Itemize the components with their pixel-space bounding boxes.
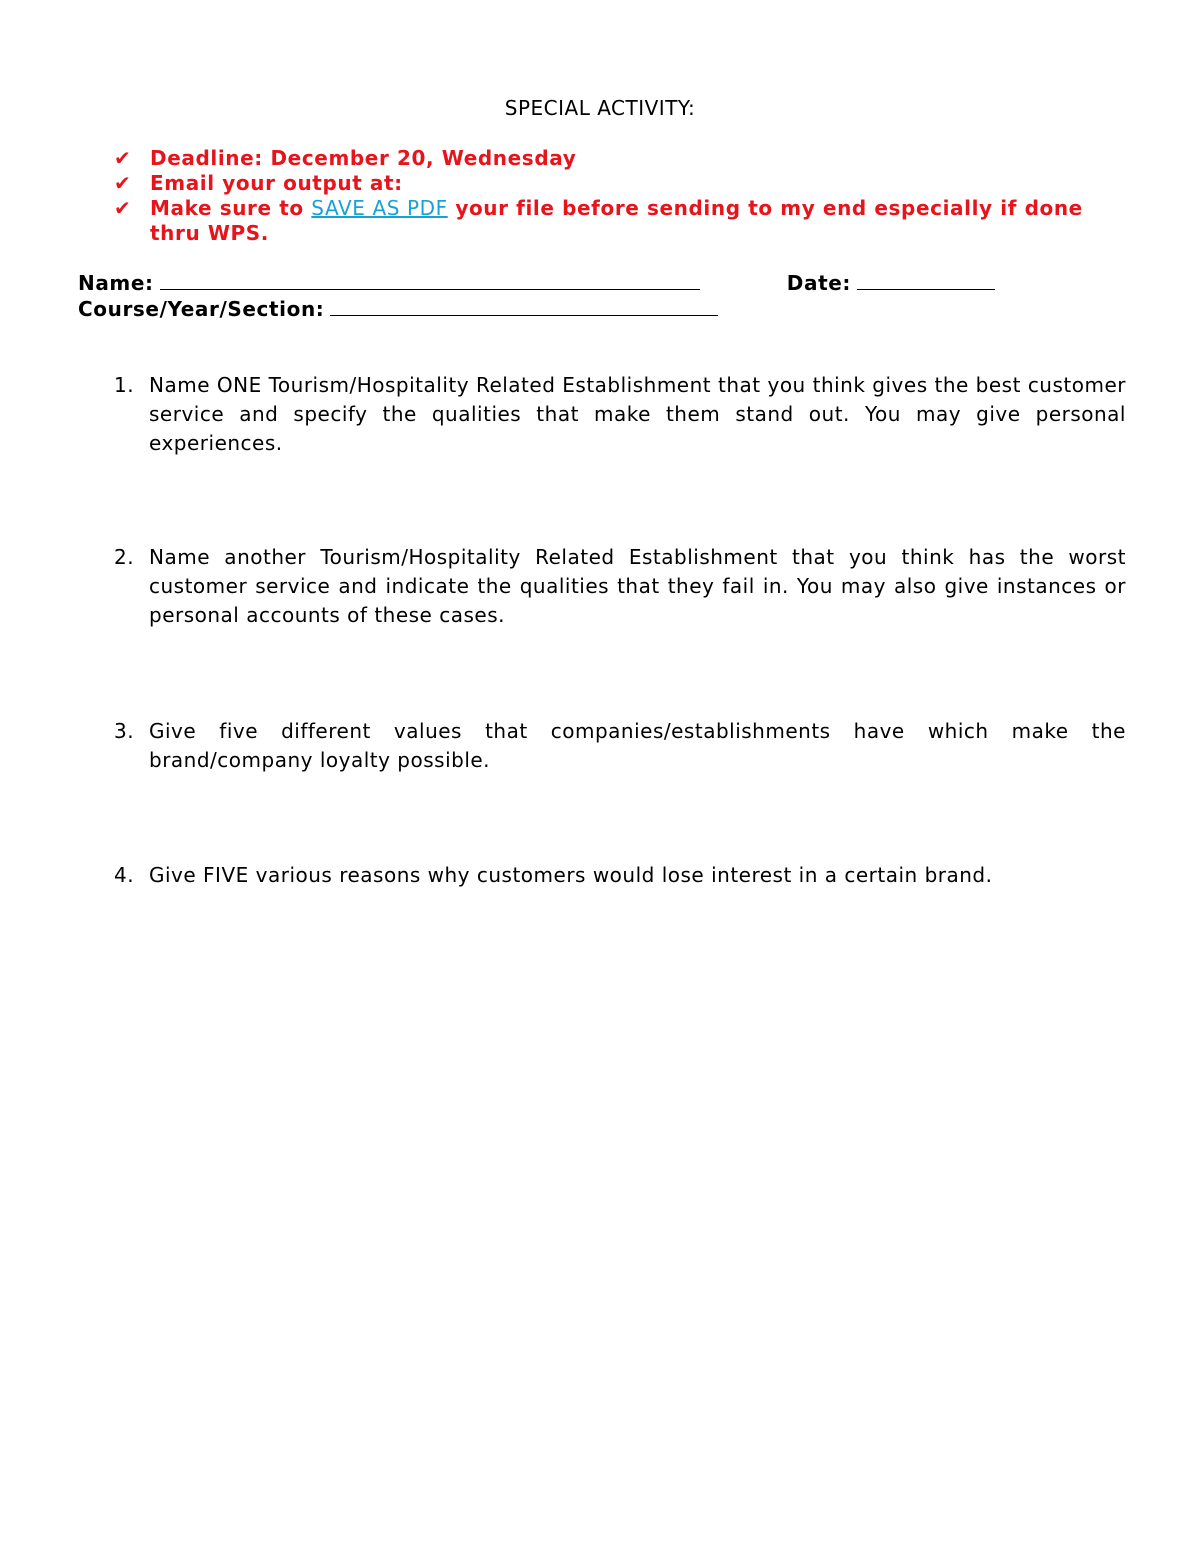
question-text: Give FIVE various reasons why customers would lose interest in a certain brand. (149, 863, 993, 887)
name-label: Name: (78, 271, 154, 295)
question-number: 2. (114, 545, 135, 569)
checkmark-icon: ✔ (114, 171, 132, 195)
question-number: 4. (114, 863, 135, 887)
save-pdf-prefix: Make sure to (150, 196, 312, 220)
checklist-item-deadline (114, 146, 1126, 171)
question-item (114, 371, 1126, 458)
question-text: Name ONE Tourism/Hospitality Related Establishment that you think gives the best customer service and specify the qualities that make them stand out. You may give personal experiences. (149, 373, 1126, 455)
save-pdf-suffix: your file before sending to my end especially if done thru WPS. (150, 196, 1083, 245)
deadline-text: Deadline: December 20, Wednesday (150, 146, 577, 170)
date-blank-line[interactable] (857, 271, 995, 290)
question-number: 3. (114, 719, 135, 743)
instruction-checklist (114, 146, 1126, 246)
name-date-row (78, 271, 995, 296)
page-title: SPECIAL ACTIVITY: (504, 96, 696, 120)
question-item (114, 543, 1126, 630)
save-as-pdf-link[interactable]: SAVE AS PDF (311, 196, 448, 220)
name-blank-line[interactable] (160, 271, 700, 290)
checklist-item-save-pdf (114, 196, 1126, 246)
question-text: Give five different values that companies/establishments have which make the brand/company loyalty possible. (149, 719, 1126, 772)
question-item (114, 717, 1126, 775)
checkmark-icon: ✔ (114, 146, 132, 170)
checklist-item-email (114, 171, 1126, 196)
email-instruction-text: Email your output at: (150, 171, 403, 195)
question-text: Name another Tourism/Hospitality Related Establishment that you think has the worst customer service and indicate the qualities that they fail in. You may also give instances or personal accounts of these cases. (149, 545, 1126, 627)
date-label: Date: (786, 271, 852, 295)
checkmark-icon: ✔ (114, 196, 132, 220)
question-item (114, 861, 1126, 890)
course-label: Course/Year/Section: (78, 297, 325, 321)
question-number: 1. (114, 373, 135, 397)
course-row (78, 297, 718, 322)
course-blank-line[interactable] (330, 297, 718, 316)
